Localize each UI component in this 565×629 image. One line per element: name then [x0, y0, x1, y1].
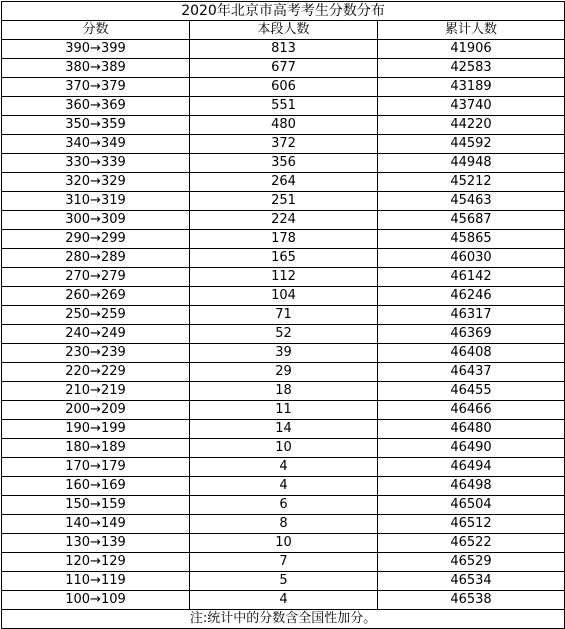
- segment-count-cell: 224: [190, 211, 378, 230]
- score-range-cell: 130→139: [2, 534, 190, 553]
- cumulative-count-cell: 46494: [378, 458, 565, 477]
- segment-count-cell: 165: [190, 249, 378, 268]
- score-range-cell: 210→219: [2, 382, 190, 401]
- cumulative-count-cell: 43740: [378, 97, 565, 116]
- score-range-cell: 330→339: [2, 154, 190, 173]
- cumulative-count-cell: 44592: [378, 135, 565, 154]
- segment-count-cell: 4: [190, 458, 378, 477]
- table-row: [2, 534, 565, 553]
- table-row: [2, 78, 565, 97]
- score-range-cell: 200→209: [2, 401, 190, 420]
- cumulative-count-cell: 43189: [378, 78, 565, 97]
- cumulative-count-cell: 44948: [378, 154, 565, 173]
- table-row: [2, 363, 565, 382]
- cumulative-count-cell: 46317: [378, 306, 565, 325]
- segment-count-cell: 104: [190, 287, 378, 306]
- segment-count-cell: 4: [190, 477, 378, 496]
- cumulative-count-cell: 46512: [378, 515, 565, 534]
- segment-count-cell: 14: [190, 420, 378, 439]
- score-range-cell: 100→109: [2, 591, 190, 610]
- segment-count-cell: 10: [190, 439, 378, 458]
- table-row: [2, 249, 565, 268]
- score-range-cell: 120→129: [2, 553, 190, 572]
- title-row: [2, 2, 565, 21]
- cumulative-count-cell: 46529: [378, 553, 565, 572]
- score-range-cell: 340→349: [2, 135, 190, 154]
- score-range-cell: 250→259: [2, 306, 190, 325]
- table-row: [2, 515, 565, 534]
- cumulative-count-cell: 45463: [378, 192, 565, 211]
- note-row: [2, 610, 565, 629]
- segment-count-cell: 10: [190, 534, 378, 553]
- segment-count-cell: 8: [190, 515, 378, 534]
- table-row: [2, 496, 565, 515]
- score-distribution-sheet: [1, 1, 564, 626]
- cumulative-count-cell: 46538: [378, 591, 565, 610]
- table-row: [2, 458, 565, 477]
- table-row: [2, 344, 565, 363]
- score-range-cell: 360→369: [2, 97, 190, 116]
- segment-count-cell: 251: [190, 192, 378, 211]
- header-score: 分数: [2, 21, 190, 40]
- table-row: [2, 211, 565, 230]
- score-range-cell: 110→119: [2, 572, 190, 591]
- segment-count-cell: 6: [190, 496, 378, 515]
- segment-count-cell: 71: [190, 306, 378, 325]
- header-segment-count: 本段人数: [190, 21, 378, 40]
- table-row: [2, 591, 565, 610]
- table-note: 注:统计中的分数含全国性加分。: [2, 610, 565, 629]
- cumulative-count-cell: 46369: [378, 325, 565, 344]
- table-row: [2, 439, 565, 458]
- segment-count-cell: 7: [190, 553, 378, 572]
- cumulative-count-cell: 46490: [378, 439, 565, 458]
- table-row: [2, 572, 565, 591]
- score-range-cell: 190→199: [2, 420, 190, 439]
- segment-count-cell: 5: [190, 572, 378, 591]
- segment-count-cell: 606: [190, 78, 378, 97]
- score-range-cell: 290→299: [2, 230, 190, 249]
- segment-count-cell: 18: [190, 382, 378, 401]
- segment-count-cell: 813: [190, 40, 378, 59]
- score-range-cell: 230→239: [2, 344, 190, 363]
- table-row: [2, 477, 565, 496]
- table-row: [2, 154, 565, 173]
- cumulative-count-cell: 46437: [378, 363, 565, 382]
- cumulative-count-cell: 46466: [378, 401, 565, 420]
- table-row: [2, 173, 565, 192]
- segment-count-cell: 551: [190, 97, 378, 116]
- table-row: [2, 97, 565, 116]
- table-row: [2, 401, 565, 420]
- segment-count-cell: 52: [190, 325, 378, 344]
- table-row: [2, 306, 565, 325]
- score-range-cell: 240→249: [2, 325, 190, 344]
- cumulative-count-cell: 42583: [378, 59, 565, 78]
- cumulative-count-cell: 46455: [378, 382, 565, 401]
- cumulative-count-cell: 46408: [378, 344, 565, 363]
- table-row: [2, 116, 565, 135]
- score-range-cell: 320→329: [2, 173, 190, 192]
- score-range-cell: 180→189: [2, 439, 190, 458]
- cumulative-count-cell: 46498: [378, 477, 565, 496]
- segment-count-cell: 39: [190, 344, 378, 363]
- table-row: [2, 382, 565, 401]
- segment-count-cell: 372: [190, 135, 378, 154]
- score-range-cell: 370→379: [2, 78, 190, 97]
- table-row: [2, 325, 565, 344]
- table-row: [2, 135, 565, 154]
- segment-count-cell: 480: [190, 116, 378, 135]
- cumulative-count-cell: 46246: [378, 287, 565, 306]
- cumulative-count-cell: 46480: [378, 420, 565, 439]
- score-range-cell: 380→389: [2, 59, 190, 78]
- segment-count-cell: 11: [190, 401, 378, 420]
- table-row: [2, 287, 565, 306]
- cumulative-count-cell: 46504: [378, 496, 565, 515]
- score-range-cell: 160→169: [2, 477, 190, 496]
- score-range-cell: 170→179: [2, 458, 190, 477]
- score-range-cell: 350→359: [2, 116, 190, 135]
- cumulative-count-cell: 46030: [378, 249, 565, 268]
- cumulative-count-cell: 45865: [378, 230, 565, 249]
- header-row: [2, 21, 565, 40]
- table-row: [2, 192, 565, 211]
- table-row: [2, 420, 565, 439]
- segment-count-cell: 677: [190, 59, 378, 78]
- cumulative-count-cell: 45687: [378, 211, 565, 230]
- table-row: [2, 553, 565, 572]
- score-range-cell: 280→289: [2, 249, 190, 268]
- score-range-cell: 390→399: [2, 40, 190, 59]
- table-row: [2, 268, 565, 287]
- table-row: [2, 59, 565, 78]
- cumulative-count-cell: 46522: [378, 534, 565, 553]
- score-range-cell: 310→319: [2, 192, 190, 211]
- table-row: [2, 230, 565, 249]
- score-range-cell: 150→159: [2, 496, 190, 515]
- table-row: [2, 40, 565, 59]
- score-range-cell: 270→279: [2, 268, 190, 287]
- segment-count-cell: 29: [190, 363, 378, 382]
- segment-count-cell: 178: [190, 230, 378, 249]
- cumulative-count-cell: 46142: [378, 268, 565, 287]
- segment-count-cell: 112: [190, 268, 378, 287]
- segment-count-cell: 264: [190, 173, 378, 192]
- cumulative-count-cell: 41906: [378, 40, 565, 59]
- score-range-cell: 260→269: [2, 287, 190, 306]
- cumulative-count-cell: 46534: [378, 572, 565, 591]
- score-table: [1, 1, 565, 629]
- segment-count-cell: 356: [190, 154, 378, 173]
- table-title: 2020年北京市高考考生分数分布: [2, 2, 565, 21]
- cumulative-count-cell: 44220: [378, 116, 565, 135]
- table-body: [2, 40, 565, 610]
- header-cumulative-count: 累计人数: [378, 21, 565, 40]
- segment-count-cell: 4: [190, 591, 378, 610]
- cumulative-count-cell: 45212: [378, 173, 565, 192]
- score-range-cell: 220→229: [2, 363, 190, 382]
- score-range-cell: 140→149: [2, 515, 190, 534]
- score-range-cell: 300→309: [2, 211, 190, 230]
